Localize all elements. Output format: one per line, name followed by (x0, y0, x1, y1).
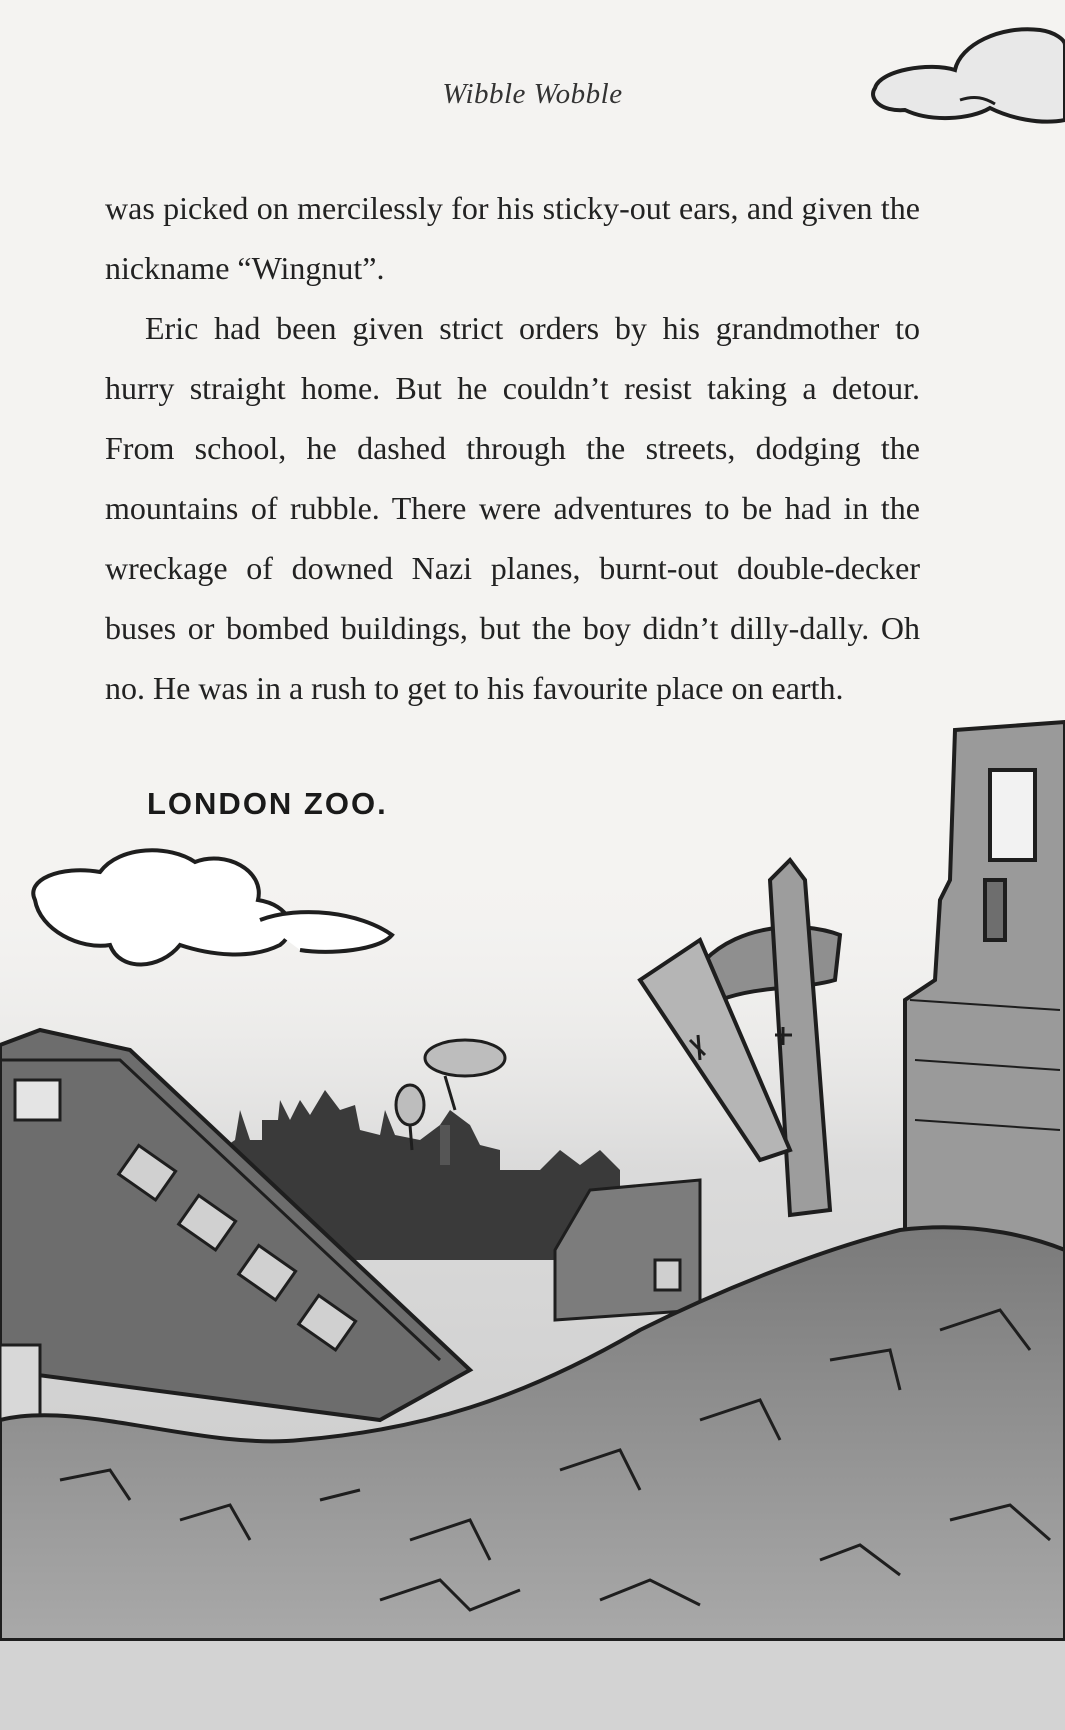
ruined-building (905, 722, 1065, 1300)
shout-line: LONDON ZOO. (147, 786, 388, 821)
running-title: Wibble Wobble (442, 78, 623, 110)
paragraph: Eric had been given strict orders by his grandmother to hurry straight home. But he couldn’t resist taking a detour. From school, he dashed through the streets, dodging the mountains of rubble. There were adventures to be had in the wreckage of downed Nazi planes, burnt-out double-decker buses or bombed buildings, but the boy didn’t dilly-dally. Oh no. He was in a rush to get to his favourite place on earth. (105, 310, 920, 706)
paragraph: was picked on mercilessly for his sticky-out ears, and given the nickname “Wingnut”. (105, 190, 920, 286)
